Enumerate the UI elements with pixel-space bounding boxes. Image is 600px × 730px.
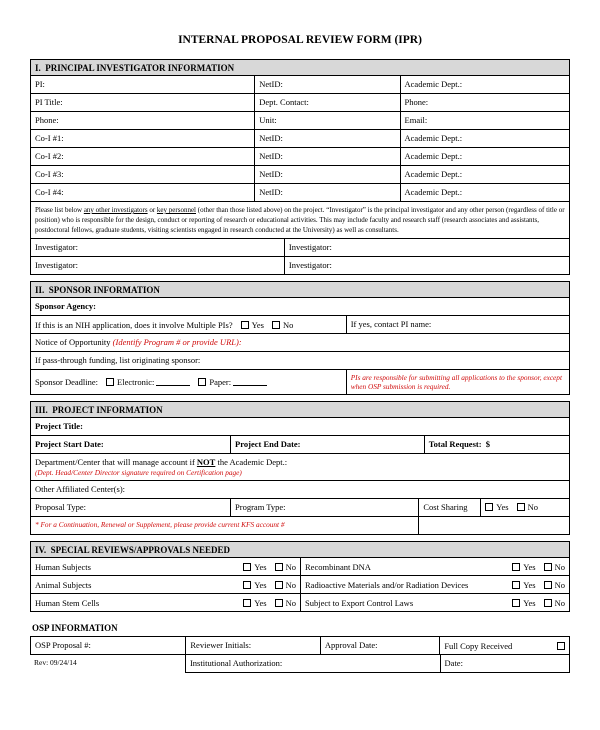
netid-field[interactable] xyxy=(254,166,399,183)
electronic-option xyxy=(106,377,190,387)
field-label: Co-I #4: xyxy=(35,187,64,197)
paper-label: Paper: xyxy=(209,377,232,388)
field-label: Human Stem Cells xyxy=(35,597,100,608)
table-row xyxy=(31,516,569,534)
field-label: Phone: xyxy=(35,115,59,125)
table-row xyxy=(31,93,569,111)
radioactive-yes-checkbox[interactable] xyxy=(512,581,520,589)
yes-label: Yes xyxy=(254,597,267,608)
table-row xyxy=(31,480,569,498)
dept-signature-note: (Dept. Head/Center Director signature required on Certification page) xyxy=(35,468,242,478)
field-label: Investigator: xyxy=(35,260,78,271)
field-label: Unit: xyxy=(259,115,277,125)
netid-field[interactable] xyxy=(254,130,399,147)
yes-no-group xyxy=(512,562,565,572)
table-row xyxy=(31,111,569,129)
field-label: Co-I #1: xyxy=(35,133,64,143)
section-2-header: II. SPONSOR INFORMATION xyxy=(31,282,569,298)
field-label: If this is an NIH application, does it involve Multiple PIs? xyxy=(35,319,233,330)
animal-subjects-no-checkbox[interactable] xyxy=(275,581,283,589)
cost-sharing-label-cell xyxy=(418,499,480,516)
field-label: Cost Sharing xyxy=(423,502,468,513)
full-copy-received-field xyxy=(439,637,569,654)
yes-no-group xyxy=(243,562,296,572)
field-label: PI Title: xyxy=(35,97,63,107)
yes-no-group xyxy=(241,320,294,330)
form-title: INTERNAL PROPOSAL REVIEW FORM (IPR) xyxy=(178,34,422,46)
recombinant-dna-no-checkbox[interactable] xyxy=(544,563,552,571)
project-end-date-field[interactable] xyxy=(230,436,424,453)
no-label: No xyxy=(285,561,296,572)
table-row xyxy=(31,165,569,183)
paper-option xyxy=(198,377,267,387)
nih-yes-checkbox[interactable] xyxy=(241,321,249,329)
investigator-field[interactable] xyxy=(284,239,569,256)
academic-dept-field[interactable] xyxy=(400,148,569,165)
field-label: Other Affiliated Center(s): xyxy=(35,484,126,495)
human-subjects-field xyxy=(31,558,300,575)
table-row xyxy=(31,129,569,147)
field-label: Sponsor Agency: xyxy=(35,301,97,312)
pi-field[interactable] xyxy=(31,76,254,93)
institutional-authorization-field[interactable] xyxy=(186,655,440,672)
field-label: Academic Dept.: xyxy=(404,187,463,197)
table-row xyxy=(31,453,569,480)
electronic-blank-line[interactable] xyxy=(156,378,190,386)
phone-field[interactable] xyxy=(400,94,569,111)
nih-multiple-pi-question xyxy=(31,316,346,333)
recombinant-dna-field xyxy=(300,558,569,575)
proposal-type-field[interactable] xyxy=(31,499,230,516)
no-label: No xyxy=(554,597,565,608)
yes-label: Yes xyxy=(496,502,509,513)
section-sponsor-information xyxy=(30,281,570,395)
field-label: Approval Date: xyxy=(324,640,378,651)
authorization-date-field[interactable] xyxy=(440,655,569,672)
sponsor-agency-field[interactable] xyxy=(31,298,569,315)
radioactive-materials-field xyxy=(300,576,569,593)
paper-blank-line[interactable] xyxy=(233,378,267,386)
passthrough-sponsor-field[interactable] xyxy=(31,352,569,369)
animal-subjects-field xyxy=(31,576,300,593)
co-i-4-field[interactable] xyxy=(31,184,254,201)
continuation-kfs-note: * For a Continuation, Renewal or Supplement, please provide current KFS account # xyxy=(35,520,285,530)
export-control-yes-checkbox[interactable] xyxy=(512,599,520,607)
notice-red-note: (Identify Program # or provide URL): xyxy=(112,337,242,348)
table-row xyxy=(31,418,569,435)
co-i-1-field[interactable] xyxy=(31,130,254,147)
total-request-field[interactable] xyxy=(424,436,569,453)
investigator-field[interactable] xyxy=(284,257,569,274)
field-label: Date: xyxy=(444,658,463,669)
osp-submission-note: PIs are responsible for submitting all applications to the sponsor, except when OSP submission is required. xyxy=(346,370,569,394)
academic-dept-field[interactable] xyxy=(400,76,569,93)
no-label: No xyxy=(554,561,565,572)
table-row xyxy=(31,256,569,274)
no-label: No xyxy=(285,579,296,590)
field-label: Investigator: xyxy=(288,260,332,271)
no-label: No xyxy=(554,579,565,590)
revision-date: Rev: 09/24/14 xyxy=(34,658,77,668)
field-label: Proposal Type: xyxy=(35,502,86,513)
netid-field[interactable] xyxy=(254,184,399,201)
other-affiliated-centers-field[interactable] xyxy=(31,481,569,498)
netid-field[interactable] xyxy=(254,76,399,93)
yes-label: Yes xyxy=(251,319,264,330)
field-label: NetID: xyxy=(259,151,283,161)
osp-row-1 xyxy=(30,636,570,655)
field-label: Project Start Date: xyxy=(35,439,104,450)
export-control-field xyxy=(300,594,569,611)
note-underlined-text: key personnel xyxy=(156,206,196,214)
dept-line-text: Department/Center that will manage account if xyxy=(35,457,197,468)
table-row xyxy=(31,558,569,575)
field-label xyxy=(35,457,565,467)
field-label: Notice of Opportunity xyxy=(35,337,113,348)
managing-department-field[interactable] xyxy=(31,454,569,480)
not-emphasis: NOT xyxy=(196,457,216,468)
human-subjects-no-checkbox[interactable] xyxy=(275,563,283,571)
investigator-field[interactable] xyxy=(31,239,284,256)
table-row xyxy=(31,298,569,315)
yes-label: Yes xyxy=(523,561,536,572)
table-row xyxy=(31,498,569,516)
no-label: No xyxy=(282,319,294,330)
field-label: Email: xyxy=(404,115,428,125)
dept-line-text: the Academic Dept.: xyxy=(215,457,288,468)
field-label: Dept. Contact: xyxy=(259,97,309,107)
field-label: Investigator: xyxy=(35,242,78,253)
approval-date-field[interactable] xyxy=(320,637,439,654)
reviewer-initials-field[interactable] xyxy=(185,637,320,654)
section-3-header: III. PROJECT INFORMATION xyxy=(31,402,569,418)
field-label: Sponsor Deadline: xyxy=(35,377,99,388)
field-label: PI: xyxy=(35,79,45,89)
section-special-reviews xyxy=(30,541,570,612)
field-label: Academic Dept.: xyxy=(404,79,463,89)
stem-cells-yes-checkbox[interactable] xyxy=(243,599,251,607)
co-i-3-field[interactable] xyxy=(31,166,254,183)
paper-checkbox[interactable] xyxy=(198,378,206,386)
yes-no-group xyxy=(485,502,538,512)
osp-information-header: OSP INFORMATION xyxy=(32,623,118,634)
field-label: Project Title: xyxy=(35,421,83,432)
field-label: If yes, contact PI name: xyxy=(350,319,432,330)
dept-contact-field[interactable] xyxy=(254,94,399,111)
radioactive-no-checkbox[interactable] xyxy=(544,581,552,589)
academic-dept-field[interactable] xyxy=(400,130,569,147)
yes-label: Yes xyxy=(523,579,536,590)
yes-no-group xyxy=(512,580,565,590)
unit-field[interactable] xyxy=(254,112,399,129)
investigator-field[interactable] xyxy=(31,257,284,274)
yes-label: Yes xyxy=(254,579,267,590)
field-label: Human Subjects xyxy=(35,561,91,572)
field-label: Reviewer Initials: xyxy=(190,640,252,651)
note-underlined-text: any other investigators xyxy=(83,206,148,214)
table-row xyxy=(31,183,569,201)
section-4-header: IV. SPECIAL REVIEWS/APPROVALS NEEDED xyxy=(31,542,569,558)
pi-title-field[interactable] xyxy=(31,94,254,111)
revision-note-area xyxy=(30,655,185,673)
field-label: Investigator: xyxy=(288,242,332,253)
electronic-checkbox[interactable] xyxy=(106,378,114,386)
section-1-header: I. PRINCIPAL INVESTIGATOR INFORMATION xyxy=(31,60,569,76)
field-label: NetID: xyxy=(259,133,283,143)
program-type-field[interactable] xyxy=(230,499,418,516)
electronic-label: Electronic: xyxy=(117,377,155,388)
cost-sharing-no-checkbox[interactable] xyxy=(517,503,525,511)
export-control-no-checkbox[interactable] xyxy=(544,599,552,607)
yes-no-group xyxy=(512,598,565,608)
no-label: No xyxy=(285,597,296,608)
recombinant-dna-yes-checkbox[interactable] xyxy=(512,563,520,571)
authorization-group xyxy=(185,655,570,673)
field-label: Radioactive Materials and/or Radiation Devices xyxy=(305,579,469,590)
field-label: Subject to Export Control Laws xyxy=(305,597,414,608)
field-label: Academic Dept.: xyxy=(404,133,463,143)
email-field[interactable] xyxy=(400,112,569,129)
contact-pi-name-field[interactable] xyxy=(346,316,569,333)
academic-dept-field[interactable] xyxy=(400,166,569,183)
osp-proposal-number-field[interactable] xyxy=(31,637,185,654)
field-label: NetID: xyxy=(259,169,283,179)
field-label: Phone: xyxy=(404,97,429,107)
section-project-information xyxy=(30,401,570,535)
table-row xyxy=(31,369,569,394)
project-start-date-field[interactable] xyxy=(31,436,230,453)
table-row xyxy=(31,147,569,165)
human-subjects-yes-checkbox[interactable] xyxy=(243,563,251,571)
notice-of-opportunity-field[interactable] xyxy=(31,334,569,351)
field-label: OSP Proposal #: xyxy=(35,640,91,651)
animal-subjects-yes-checkbox[interactable] xyxy=(243,581,251,589)
stem-cells-no-checkbox[interactable] xyxy=(275,599,283,607)
empty-cell xyxy=(418,517,569,534)
yes-label: Yes xyxy=(254,561,267,572)
cost-sharing-yes-checkbox[interactable] xyxy=(485,503,493,511)
project-title-field[interactable] xyxy=(31,418,569,435)
field-label: Co-I #2: xyxy=(35,151,64,161)
table-row xyxy=(31,76,569,93)
field-label: Recombinant DNA xyxy=(305,561,371,572)
field-label: Institutional Authorization: xyxy=(189,658,283,669)
note-text: (other than those listed above) on the project. “Investigator” is the principal investigator and any other person (regardless of title or position) who is responsible for the design, conduct or reporting of research or educational activities. This may include faculty and research staff (research associates and assistants, postdoctoral fellows, graduate students, visiting scientists engaged in research conducted at the University) as well as consultants. xyxy=(35,206,565,235)
note-text: or xyxy=(147,206,157,214)
cost-sharing-answer-cell xyxy=(480,499,569,516)
table-row xyxy=(31,351,569,369)
table-row xyxy=(31,435,569,453)
full-copy-received-checkbox[interactable] xyxy=(557,642,565,650)
table-row xyxy=(31,593,569,611)
human-stem-cells-field xyxy=(31,594,300,611)
nih-no-checkbox[interactable] xyxy=(272,321,280,329)
field-label: Full Copy Received xyxy=(444,640,513,651)
field-label: Academic Dept.: xyxy=(404,151,463,161)
field-label: If pass-through funding, list originating sponsor: xyxy=(35,355,201,366)
table-row xyxy=(31,333,569,351)
field-label: NetID: xyxy=(259,79,283,89)
field-label: NetID: xyxy=(259,187,283,197)
no-label: No xyxy=(527,502,538,513)
field-label: Total Request: $ xyxy=(428,439,491,450)
field-label: Academic Dept.: xyxy=(404,169,463,179)
investigator-note xyxy=(31,202,569,238)
table-row xyxy=(31,315,569,333)
sponsor-deadline-field xyxy=(31,370,346,394)
table-row xyxy=(31,575,569,593)
osp-row-2 xyxy=(30,655,570,673)
field-label: Co-I #3: xyxy=(35,169,64,179)
field-label: Program Type: xyxy=(235,502,286,513)
yes-label: Yes xyxy=(523,597,536,608)
yes-no-group xyxy=(243,598,296,608)
section-principal-investigator xyxy=(30,59,570,275)
netid-field[interactable] xyxy=(254,148,399,165)
phone-field[interactable] xyxy=(31,112,254,129)
yes-no-group xyxy=(243,580,296,590)
academic-dept-field[interactable] xyxy=(400,184,569,201)
note-text: Please list below xyxy=(35,206,84,214)
table-row xyxy=(31,238,569,256)
investigator-note-row xyxy=(31,201,569,238)
field-label: Project End Date: xyxy=(235,439,301,450)
field-label: Animal Subjects xyxy=(35,579,92,590)
co-i-2-field[interactable] xyxy=(31,148,254,165)
